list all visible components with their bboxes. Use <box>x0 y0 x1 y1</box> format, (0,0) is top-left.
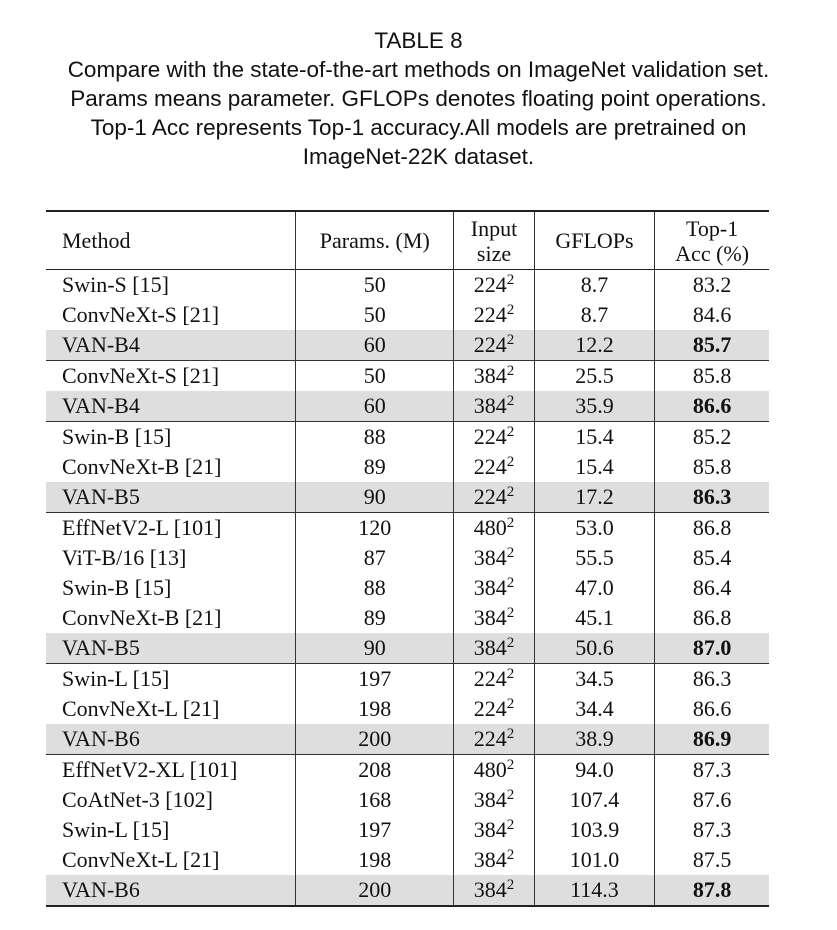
header-acc-line1: Top-1 <box>686 215 739 241</box>
table-row <box>46 875 769 906</box>
table-row <box>46 422 769 453</box>
cell-method: VAN-B6 <box>46 724 296 755</box>
cell-params: 88 <box>296 422 454 453</box>
caption-line: Compare with the state-of-the-art methods on ImageNet validation set. <box>67 57 770 82</box>
cell-params: 60 <box>296 330 454 361</box>
cell-method: ConvNeXt-L [21] <box>46 845 296 875</box>
table-title: TABLE 8 <box>374 28 463 53</box>
table-row <box>46 785 769 815</box>
cell-input-size <box>454 603 534 633</box>
cell-input-size <box>454 330 534 361</box>
table-row <box>46 482 769 513</box>
cell-gflops: 8.7 <box>534 300 655 330</box>
cell-top1-acc: 86.4 <box>692 575 732 600</box>
table-row <box>46 724 769 755</box>
cell-gflops: 8.7 <box>534 270 655 301</box>
results-table <box>46 210 769 907</box>
cell-method: ConvNeXt-B [21] <box>46 452 296 482</box>
cell-top1-acc: 87.3 <box>692 757 732 782</box>
header-top1-acc <box>655 211 769 270</box>
cell-method: VAN-B5 <box>46 633 296 664</box>
cell-gflops: 25.5 <box>534 361 655 392</box>
cell-input-size <box>454 270 534 301</box>
input-size-exponent: 2 <box>506 332 515 348</box>
cell-top1-acc: 87.6 <box>692 787 732 812</box>
table-row <box>46 300 769 330</box>
caption-line: Params means parameter. GFLOPs denotes floating point operations. <box>70 86 767 111</box>
table-row <box>46 330 769 361</box>
cell-params: 87 <box>296 543 454 573</box>
cell-params: 197 <box>296 815 454 845</box>
cell-top1-acc: 86.3 <box>655 482 769 513</box>
input-size-exponent: 2 <box>506 393 515 409</box>
cell-gflops: 35.9 <box>534 391 655 422</box>
input-size-value: 384 <box>473 545 507 570</box>
header-gflops: GFLOPs <box>534 211 655 270</box>
header-input-line2: size <box>476 240 512 266</box>
header-row <box>46 211 769 270</box>
cell-params: 198 <box>296 694 454 724</box>
caption-line: Top-1 Acc represents Top-1 accuracy.All models are pretrained on <box>90 115 747 140</box>
input-size-exponent: 2 <box>506 575 515 591</box>
cell-params: 197 <box>296 664 454 695</box>
input-size-exponent: 2 <box>506 302 515 318</box>
input-size-exponent: 2 <box>506 484 515 500</box>
header-input-size <box>454 211 534 270</box>
cell-method: Swin-S [15] <box>46 270 296 301</box>
cell-params: 50 <box>296 270 454 301</box>
cell-input-size <box>454 724 534 755</box>
cell-gflops: 47.0 <box>534 573 655 603</box>
input-size-value: 224 <box>473 484 507 509</box>
cell-input-size <box>454 573 534 603</box>
cell-method: EffNetV2-XL [101] <box>46 755 296 786</box>
cell-gflops: 94.0 <box>534 755 655 786</box>
cell-input-size <box>454 452 534 482</box>
cell-gflops: 12.2 <box>534 330 655 361</box>
input-size-value: 224 <box>473 332 507 357</box>
cell-method: ConvNeXt-B [21] <box>46 603 296 633</box>
cell-params: 60 <box>296 391 454 422</box>
input-size-value: 480 <box>473 757 507 782</box>
table-row <box>46 391 769 422</box>
input-size-exponent: 2 <box>506 363 515 379</box>
cell-gflops: 17.2 <box>534 482 655 513</box>
cell-input-size <box>454 875 534 906</box>
cell-input-size <box>454 755 534 786</box>
input-size-exponent: 2 <box>506 605 515 621</box>
cell-method: ConvNeXt-S [21] <box>46 300 296 330</box>
header-acc-line2: Acc (%) <box>675 240 750 266</box>
cell-top1-acc: 87.0 <box>655 633 769 664</box>
cell-params: 200 <box>296 724 454 755</box>
cell-params: 120 <box>296 513 454 544</box>
cell-top1-acc: 85.8 <box>692 363 732 388</box>
input-size-value: 224 <box>473 666 507 691</box>
input-size-exponent: 2 <box>506 877 515 893</box>
cell-method: EffNetV2-L [101] <box>46 513 296 544</box>
cell-params: 90 <box>296 633 454 664</box>
cell-input-size <box>454 513 534 544</box>
input-size-value: 480 <box>473 515 507 540</box>
header-input-line1: Input <box>470 215 518 241</box>
cell-top1-acc: 85.4 <box>692 545 732 570</box>
cell-params: 88 <box>296 573 454 603</box>
cell-params: 208 <box>296 755 454 786</box>
cell-method: ConvNeXt-S [21] <box>46 361 296 392</box>
cell-top1-acc: 85.2 <box>692 424 732 449</box>
table-row <box>46 452 769 482</box>
cell-params: 168 <box>296 785 454 815</box>
cell-method: VAN-B4 <box>46 330 296 361</box>
caption-line: ImageNet-22K dataset. <box>302 144 535 169</box>
input-size-exponent: 2 <box>506 545 515 561</box>
cell-input-size <box>454 300 534 330</box>
cell-gflops: 114.3 <box>534 875 655 906</box>
cell-top1-acc: 87.5 <box>692 847 732 872</box>
table-row <box>46 845 769 875</box>
cell-gflops: 50.6 <box>534 633 655 664</box>
cell-gflops: 53.0 <box>534 513 655 544</box>
input-size-exponent: 2 <box>506 454 515 470</box>
input-size-value: 384 <box>473 635 507 660</box>
table-row <box>46 815 769 845</box>
cell-gflops: 38.9 <box>534 724 655 755</box>
header-params: Params. (M) <box>296 211 454 270</box>
input-size-exponent: 2 <box>506 696 515 712</box>
table-row <box>46 694 769 724</box>
table-row <box>46 513 769 544</box>
input-size-value: 384 <box>473 363 507 388</box>
input-size-exponent: 2 <box>506 726 515 742</box>
input-size-value: 384 <box>473 817 507 842</box>
cell-top1-acc: 86.8 <box>692 515 732 540</box>
table-row <box>46 755 769 786</box>
input-size-exponent: 2 <box>506 424 515 440</box>
input-size-exponent: 2 <box>506 817 515 833</box>
header-method: Method <box>46 211 296 270</box>
table-row <box>46 573 769 603</box>
cell-input-size <box>454 391 534 422</box>
cell-params: 90 <box>296 482 454 513</box>
input-size-exponent: 2 <box>506 635 515 651</box>
cell-input-size <box>454 845 534 875</box>
cell-input-size <box>454 361 534 392</box>
cell-input-size <box>454 694 534 724</box>
cell-params: 200 <box>296 875 454 906</box>
cell-top1-acc: 87.3 <box>692 817 732 842</box>
input-size-exponent: 2 <box>506 515 515 531</box>
table-body <box>46 270 769 907</box>
cell-gflops: 15.4 <box>534 452 655 482</box>
cell-params: 50 <box>296 361 454 392</box>
cell-top1-acc: 84.6 <box>692 302 732 327</box>
input-size-value: 224 <box>473 272 507 297</box>
cell-gflops: 55.5 <box>534 543 655 573</box>
cell-method: Swin-B [15] <box>46 422 296 453</box>
input-size-exponent: 2 <box>506 272 515 288</box>
cell-method: ViT-B/16 [13] <box>46 543 296 573</box>
cell-method: VAN-B5 <box>46 482 296 513</box>
cell-method: VAN-B4 <box>46 391 296 422</box>
input-size-value: 384 <box>473 575 507 600</box>
cell-input-size <box>454 815 534 845</box>
input-size-value: 384 <box>473 605 507 630</box>
cell-method: Swin-L [15] <box>46 664 296 695</box>
cell-method: ConvNeXt-L [21] <box>46 694 296 724</box>
cell-top1-acc: 86.9 <box>655 724 769 755</box>
cell-top1-acc: 85.8 <box>692 454 732 479</box>
cell-input-size <box>454 482 534 513</box>
cell-params: 50 <box>296 300 454 330</box>
cell-gflops: 15.4 <box>534 422 655 453</box>
cell-top1-acc: 83.2 <box>692 272 732 297</box>
table-caption <box>0 26 837 171</box>
input-size-value: 384 <box>473 787 507 812</box>
input-size-exponent: 2 <box>506 666 515 682</box>
cell-params: 89 <box>296 452 454 482</box>
cell-top1-acc: 87.8 <box>655 875 769 906</box>
input-size-value: 224 <box>473 302 507 327</box>
cell-params: 89 <box>296 603 454 633</box>
cell-gflops: 34.5 <box>534 664 655 695</box>
cell-gflops: 45.1 <box>534 603 655 633</box>
cell-method: VAN-B6 <box>46 875 296 906</box>
table-row <box>46 361 769 392</box>
cell-gflops: 107.4 <box>534 785 655 815</box>
cell-input-size <box>454 422 534 453</box>
input-size-exponent: 2 <box>506 787 515 803</box>
cell-params: 198 <box>296 845 454 875</box>
cell-method: CoAtNet-3 [102] <box>46 785 296 815</box>
input-size-exponent: 2 <box>506 757 515 773</box>
input-size-value: 384 <box>473 877 507 902</box>
table-row <box>46 603 769 633</box>
cell-gflops: 101.0 <box>534 845 655 875</box>
input-size-value: 224 <box>473 424 507 449</box>
input-size-value: 224 <box>473 454 507 479</box>
table-row <box>46 543 769 573</box>
table-row <box>46 633 769 664</box>
table-row <box>46 270 769 301</box>
cell-top1-acc: 86.6 <box>655 391 769 422</box>
cell-method: Swin-L [15] <box>46 815 296 845</box>
cell-top1-acc: 86.6 <box>692 696 732 721</box>
cell-top1-acc: 85.7 <box>655 330 769 361</box>
cell-input-size <box>454 633 534 664</box>
input-size-value: 384 <box>473 847 507 872</box>
cell-gflops: 34.4 <box>534 694 655 724</box>
cell-top1-acc: 86.3 <box>692 666 732 691</box>
table-row <box>46 664 769 695</box>
input-size-exponent: 2 <box>506 847 515 863</box>
input-size-value: 384 <box>473 393 507 418</box>
cell-method: Swin-B [15] <box>46 573 296 603</box>
cell-input-size <box>454 664 534 695</box>
input-size-value: 224 <box>473 726 507 751</box>
cell-gflops: 103.9 <box>534 815 655 845</box>
cell-top1-acc: 86.8 <box>692 605 732 630</box>
cell-input-size <box>454 785 534 815</box>
input-size-value: 224 <box>473 696 507 721</box>
cell-input-size <box>454 543 534 573</box>
